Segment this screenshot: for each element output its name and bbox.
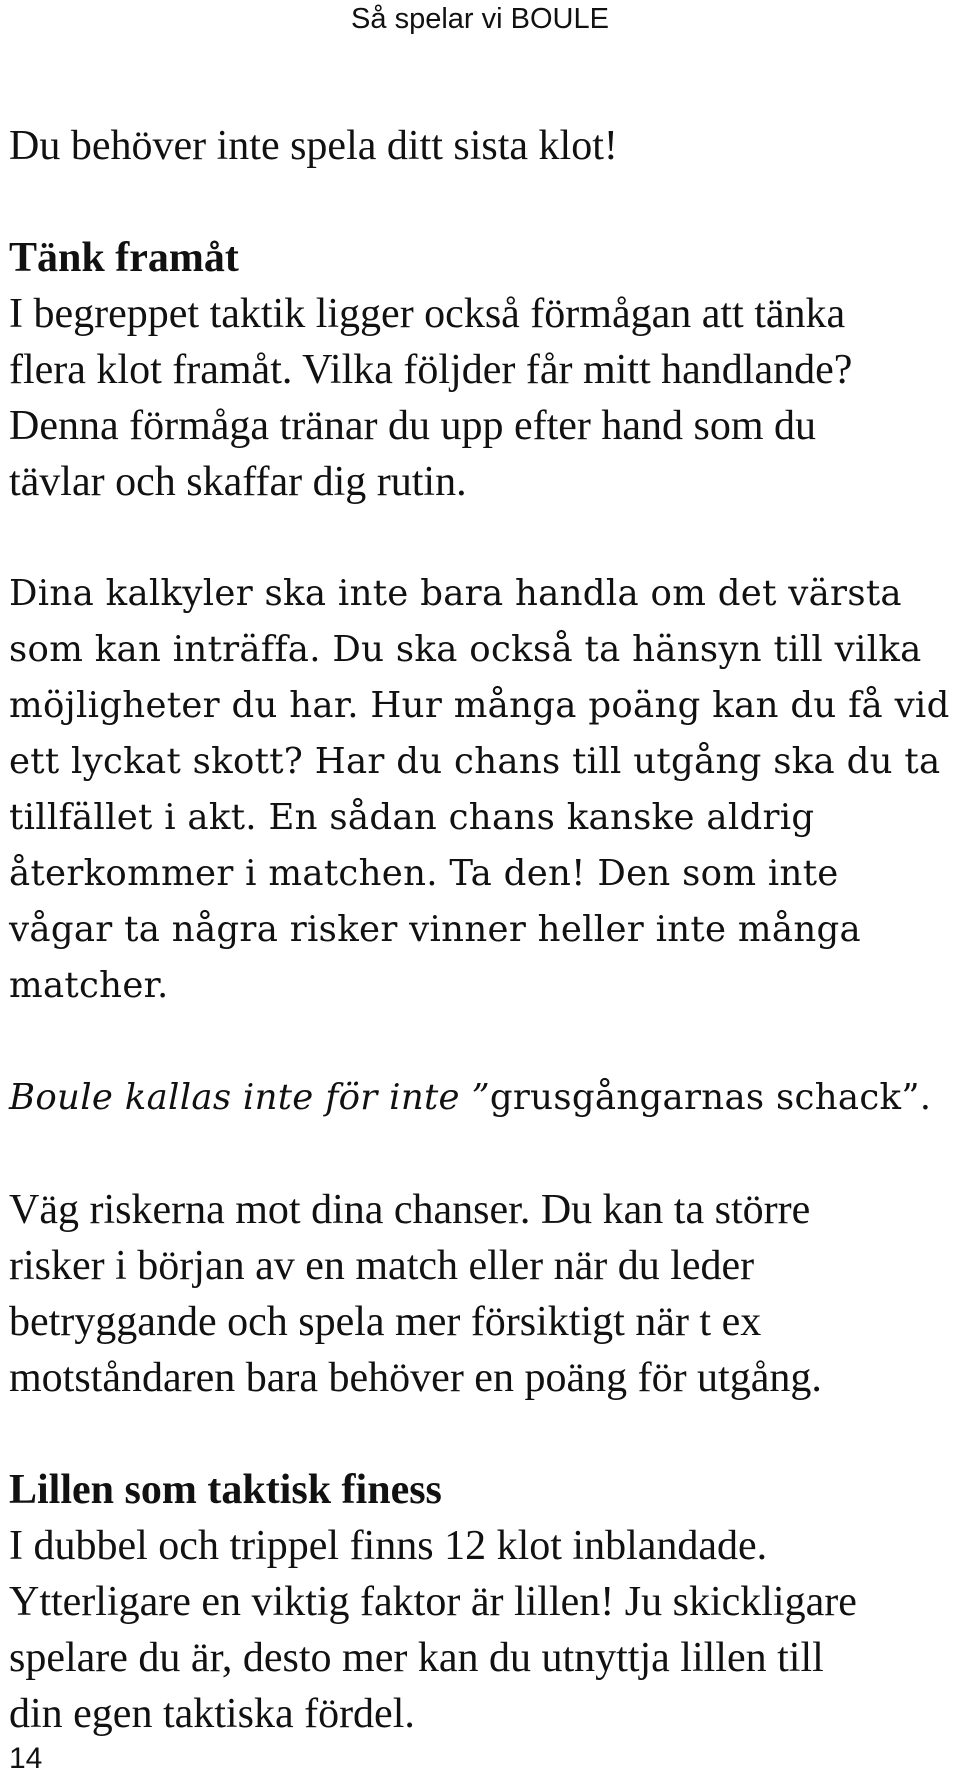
paragraph-gap	[9, 510, 954, 566]
think-ahead-line: tävlar och skaffar dig rutin.	[9, 459, 467, 505]
quote-italic-part: Boule kallas inte för inte ”	[9, 1077, 490, 1118]
calculations-line: tillfället i akt. En sådan chans kanske aldrig	[9, 797, 815, 838]
quote-line	[9, 1070, 954, 1126]
calculations-line: vågar ta några risker vinner heller inte många	[9, 909, 861, 950]
calculations-paragraph	[9, 566, 954, 1126]
page-body	[9, 118, 954, 1742]
jack-line: spelare du är, desto mer kan du utnyttja lillen till	[9, 1635, 824, 1681]
paragraph-gap	[9, 1126, 954, 1182]
calculations-line: ett lyckat skott? Har du chans till utgång ska du ta	[9, 741, 941, 782]
think-ahead-line: Denna förmåga tränar du upp efter hand som du	[9, 403, 817, 449]
calculations-line: matcher.	[9, 965, 169, 1006]
calculations-line: Dina kalkyler ska inte bara handla om det värsta	[9, 573, 902, 614]
think-ahead-line: flera klot framåt. Vilka följder får mitt handlande?	[9, 347, 853, 393]
page-number: 14	[9, 1742, 43, 1775]
risks-line: risker i början av en match eller när du leder	[9, 1243, 755, 1289]
risks-line: betryggande och spela mer försiktigt när t ex	[9, 1299, 762, 1345]
calculations-line: möjligheter du har. Hur många poäng kan du få vid	[9, 685, 950, 726]
risks-line: motståndaren bara behöver en poäng för utgång.	[9, 1355, 822, 1401]
jack-line: I dubbel och trippel finns 12 klot inblandade.	[9, 1523, 768, 1569]
page-header: Så spelar vi BOULE	[351, 3, 609, 35]
jack-line: din egen taktiska fördel.	[9, 1691, 415, 1737]
intro-line: Du behöver inte spela ditt sista klot!	[9, 123, 618, 169]
jack-line: Ytterligare en viktig faktor är lillen! Ju skickligare	[9, 1579, 857, 1625]
section-heading-jack: Lillen som taktisk finess	[9, 1467, 442, 1513]
think-ahead-line: I begreppet taktik ligger också förmågan att tänka	[9, 291, 846, 337]
paragraph-gap	[9, 174, 954, 230]
risks-line: Väg riskerna mot dina chanser. Du kan ta större	[9, 1187, 811, 1233]
paragraph-gap	[9, 1406, 954, 1462]
quote-normal-part: grusgångarnas schack”.	[489, 1077, 932, 1118]
section-heading-think-ahead: Tänk framåt	[9, 235, 239, 281]
calculations-line: som kan inträffa. Du ska också ta hänsyn till vilka	[9, 629, 922, 670]
paragraph-gap	[9, 1014, 954, 1070]
calculations-line: återkommer i matchen. Ta den! Den som inte	[9, 853, 839, 894]
